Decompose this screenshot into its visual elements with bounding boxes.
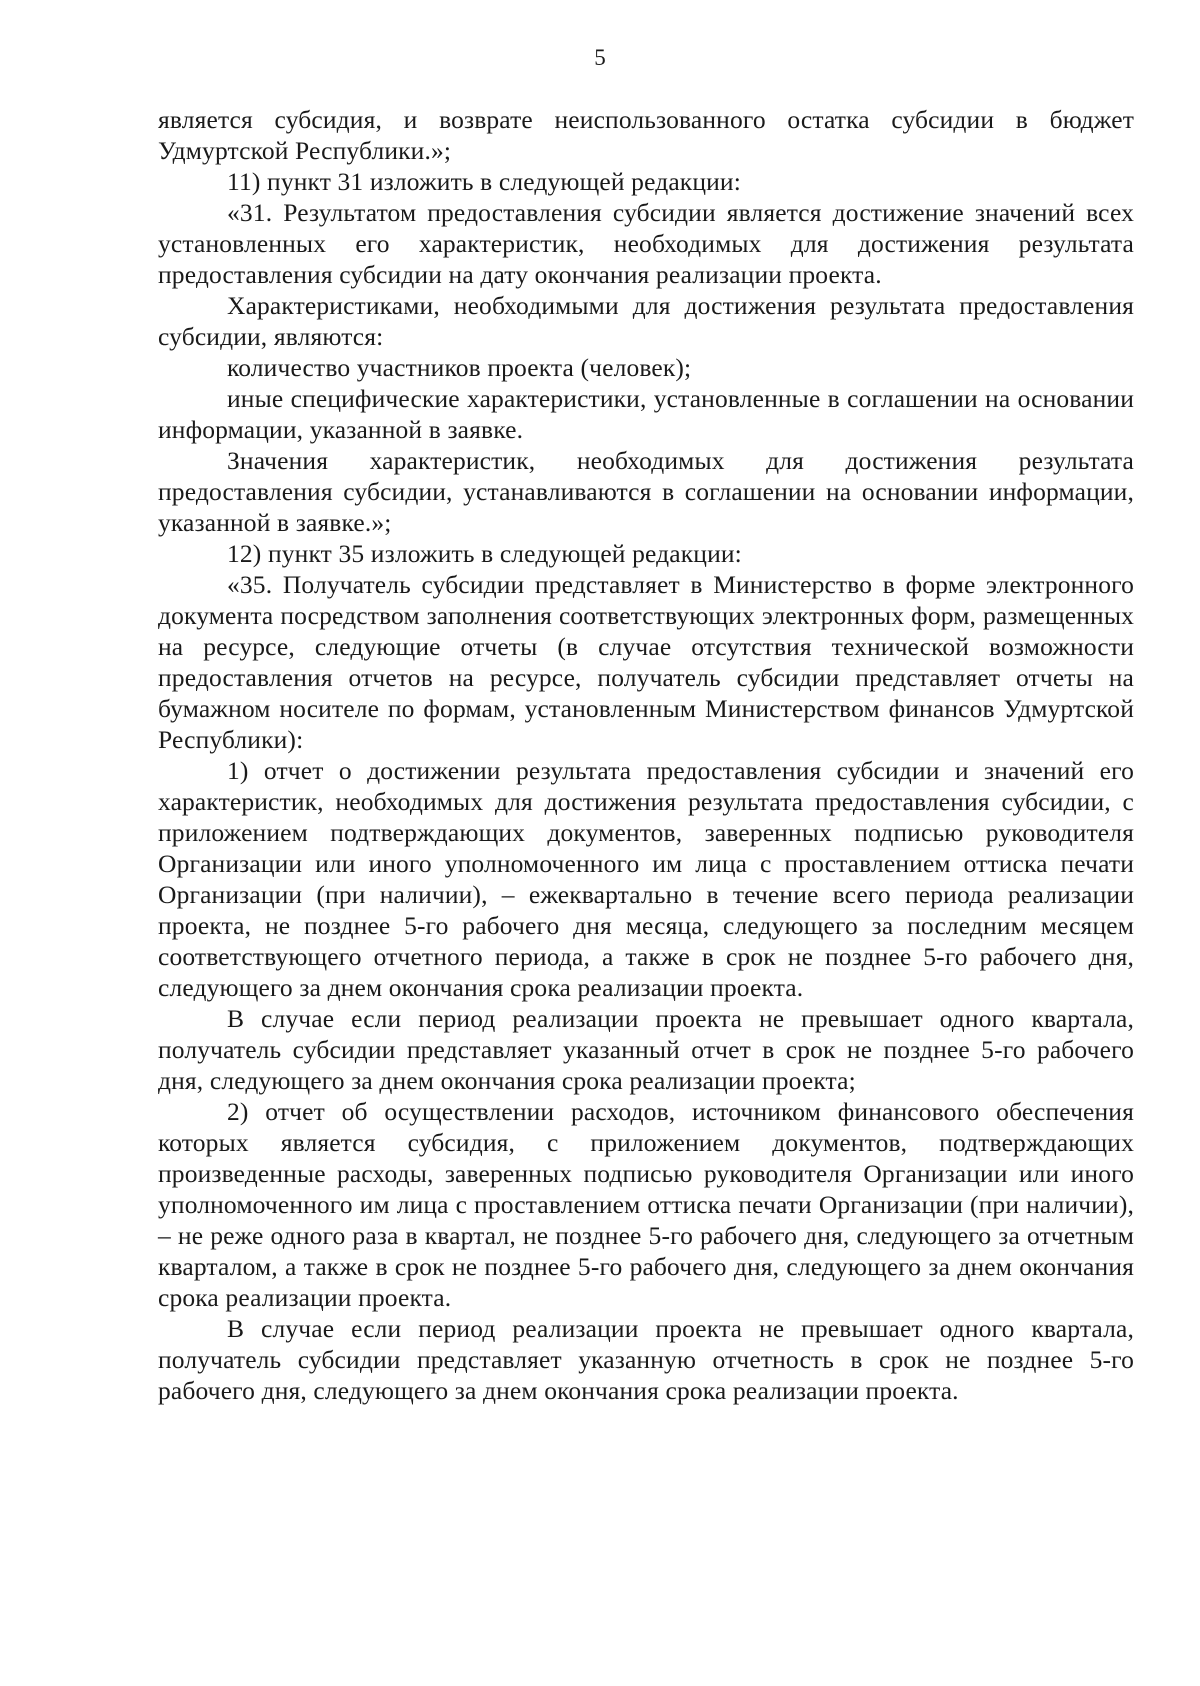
paragraph: Характеристиками, необходимыми для достижения результата предоставления субсидии, являются: bbox=[158, 291, 1134, 351]
paragraph: Значения характеристик, необходимых для достижения результата предоставления субсидии, устанавливаются в соглашении на основании информации, указанной в заявке.»; bbox=[158, 446, 1134, 537]
paragraph: «35. Получатель субсидии представляет в Министерство в форме электронного документа посредством заполнения соответствующих электронных форм, размещенных на ресурсе, следующие отчеты (в случае отсутствия технической возможности предоставления отчетов на ресурсе, получатель субсидии представляет отчеты на бумажном носителе по формам, установленным Министерством финансов Удмуртской Республики): bbox=[158, 570, 1134, 754]
paragraph: 12) пункт 35 изложить в следующей редакции: bbox=[227, 539, 742, 568]
paragraph: 2) отчет об осуществлении расходов, источником финансового обеспечения которых является субсидия, с приложением документов, подтверждающих произведенные расходы, заверенных подписью руководителя Организации или иного уполномоченного им лица с проставлением оттиска печати Организации (при наличии), – не реже одного раза в квартал, не позднее 5-го рабочего дня, следующего за отчетным кварталом, а также в срок не позднее 5-го рабочего дня, следующего за днем окончания срока реализации проекта. bbox=[158, 1097, 1134, 1312]
paragraph: В случае если период реализации проекта не превышает одного квартала, получатель субсидии представляет указанную отчетность в срок не позднее 5-го рабочего дня, следующего за днем окончания срока реализации проекта. bbox=[158, 1314, 1134, 1405]
paragraph: 11) пункт 31 изложить в следующей редакции: bbox=[227, 167, 741, 196]
document-body bbox=[158, 104, 1134, 1406]
paragraph: количество участников проекта (человек); bbox=[227, 353, 692, 382]
paragraph: является субсидия, и возврате неиспользованного остатка субсидии в бюджет Удмуртской Республики.»; bbox=[158, 105, 1134, 165]
paragraph: В случае если период реализации проекта не превышает одного квартала, получатель субсидии представляет указанный отчет в срок не позднее 5-го рабочего дня, следующего за днем окончания срока реализации проекта; bbox=[158, 1004, 1134, 1095]
page-number: 5 bbox=[594, 45, 606, 70]
paragraph: иные специфические характеристики, установленные в соглашении на основании информации, указанной в заявке. bbox=[158, 384, 1134, 444]
paragraph: «31. Результатом предоставления субсидии является достижение значений всех установленных его характеристик, необходимых для достижения результата предоставления субсидии на дату окончания реализации проекта. bbox=[158, 198, 1134, 289]
paragraph: 1) отчет о достижении результата предоставления субсидии и значений его характеристик, необходимых для достижения результата предоставления субсидии, с приложением подтверждающих документов, заверенных подписью руководителя Организации или иного уполномоченного им лица с проставлением оттиска печати Организации (при наличии), – ежеквартально в течение всего периода реализации проекта, не позднее 5-го рабочего дня месяца, следующего за последним месяцем соответствующего отчетного периода, а также в срок не позднее 5-го рабочего дня, следующего за днем окончания срока реализации проекта. bbox=[158, 756, 1134, 1002]
